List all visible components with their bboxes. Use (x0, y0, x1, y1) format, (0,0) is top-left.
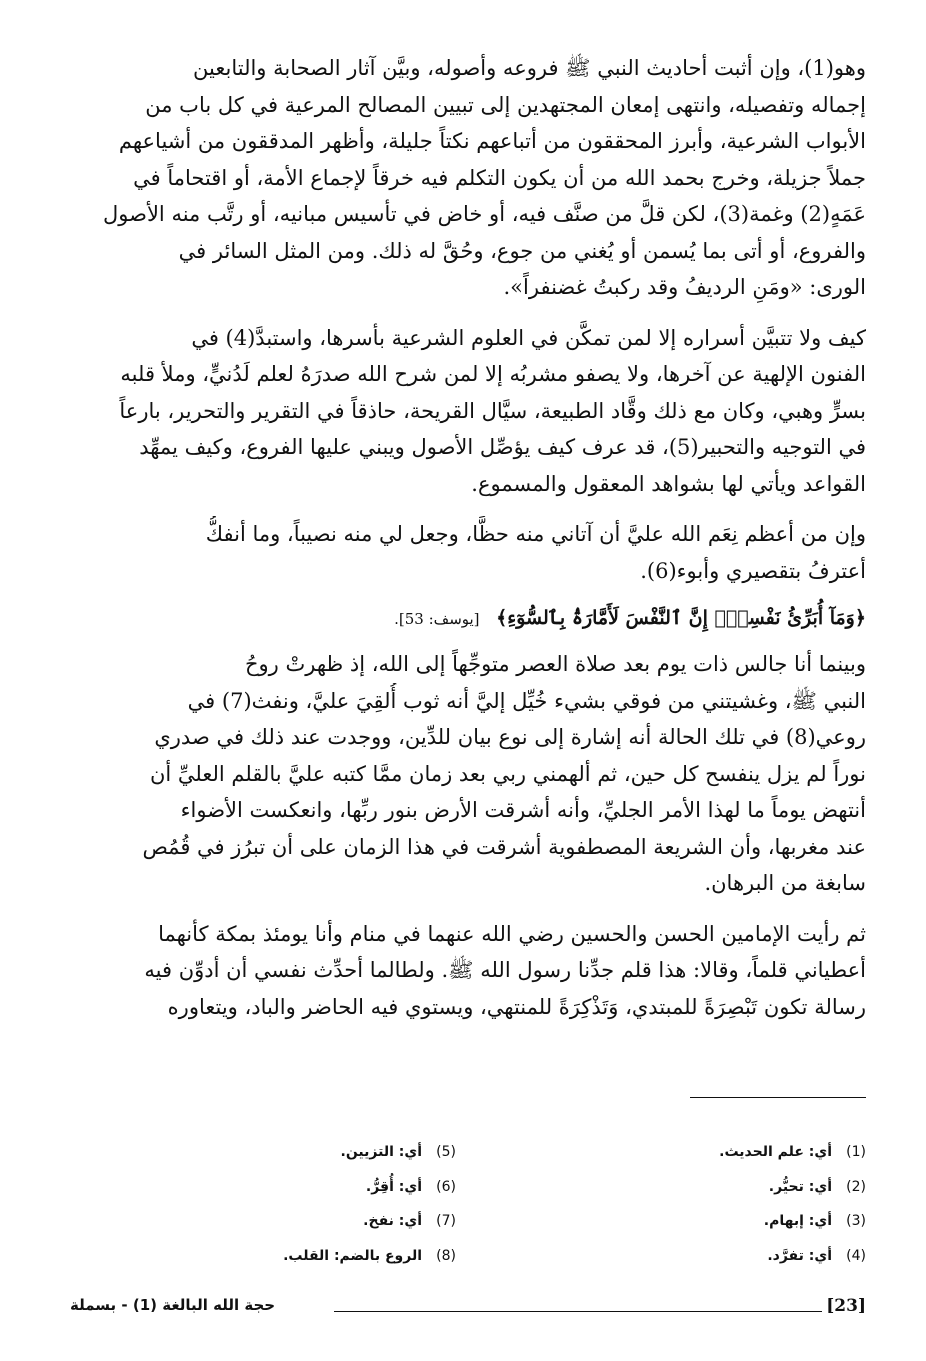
text-line: عند مغربها، وأن الشريعة المصطفوية أشرقت في هذا الزمان على أن تبرُز في قُمُص (142, 834, 866, 859)
text-line: القواعد ويأتي لها بشواهد المعقول والمسموع. (471, 471, 866, 496)
footnote-number: (5) (436, 1144, 456, 1160)
verse-reference: [يوسف: 53]. (394, 610, 480, 628)
text-line: روعي(8) في تلك الحالة أنه إشارة إلى نوع بيان للدِّين، ووجدت عند ذلك في صدري (154, 725, 866, 749)
footnote-text: أي: علم الحديث. (719, 1144, 832, 1160)
footnote-number: (6) (436, 1178, 456, 1195)
footnote-number: (8) (436, 1247, 456, 1264)
footnote-number: (7) (436, 1213, 456, 1229)
footnote-separator (690, 1097, 866, 1098)
text-line: جملاً جزيلة، وخرج بحمد الله من أن يكون التكلم فيه خرقاً لإجماع الأمة، أو اقتحاماً في (133, 165, 866, 190)
footnote-text: أي: تفرَّد. (767, 1247, 832, 1264)
text-line: وبينما أنا جالس ذات يوم بعد صلاة العصر متوجِّهاً إلى الله، إذ ظهرتْ روحُ (244, 652, 866, 676)
paragraph-4 (70, 646, 866, 902)
footnote (506, 1239, 866, 1274)
text-line: ثم رأيت الإمامين الحسن والحسين رضي الله عنهما في منام وأنا يومئذ بمكة كأنهما (158, 921, 866, 946)
footnote-text: أي: تحيُّر. (768, 1178, 832, 1195)
footnote (506, 1170, 866, 1205)
text-line: رسالة تكون تَبْصِرَةً للمبتدي، وَتَذْكِرَةً للمنتهي، ويستوي فيه الحاضر والباد، ويتعاوره (167, 994, 866, 1019)
text-line: الفنون الإلهية عن آخرها، ولا يصفو مشربُه إلا لمن شرح الله صدرَهُ لعلم لَدُنيٍّ، وملأ قلبه (120, 362, 866, 386)
footnote (96, 1239, 456, 1274)
footnote (506, 1135, 866, 1170)
footnote-number: (1) (846, 1144, 866, 1160)
text-line: أعترفُ بتقصيري وأبوء(6). (640, 558, 866, 583)
text-line: كيف ولا تتبيَّن أسراره إلا لمن تمكَّن في العلوم الشرعية بأسرها، واستبدَّ(4) في (191, 325, 866, 350)
footnote-number: (3) (846, 1213, 866, 1229)
footnote-number: (2) (846, 1178, 866, 1195)
page-footer (70, 1296, 866, 1326)
text-line: نوراً لم يزل ينفسح كل حين، ثم ألهمني ربي بعد زمان ممَّا كتبه عليَّ بالقلم العليِّ أن (150, 761, 866, 786)
text-line: الأبواب الشرعية، وأبرز المحققون من أتباعهم نكتاً جليلة، وأظهر المدققون من أشياعهم (118, 129, 866, 153)
paragraph-5 (70, 916, 866, 1026)
footnote (96, 1135, 456, 1170)
footer-rule (334, 1311, 822, 1312)
footnote-text: أي: التزيين. (340, 1144, 422, 1160)
footnote-text: أي: نفخ. (363, 1213, 422, 1229)
footnotes-column-left (96, 1135, 456, 1273)
text-line: سابغة من البرهان. (704, 871, 866, 895)
page-number: [23] (826, 1296, 866, 1316)
text-line: الورى: «ومَنِ الرديفُ وقد ركبتُ غضنفراً». (503, 275, 866, 299)
text-line: أنتهض يوماً ما لهذا الأمر الجليِّ، وأنه أشرقت الأرض بنور ربِّها، وانعكست الأضواء (180, 798, 866, 822)
paragraph-2 (70, 320, 866, 503)
footnote (96, 1170, 456, 1205)
text-line: وهو(1)، وإن أثبت أحاديث النبي ﷺ فروعه وأصوله، وبيَّن آثار الصحابة والتابعين (193, 56, 866, 80)
text-line: والفروع، أو أتى بما يُسمن أو يُغني من جوع، وحُقَّ له ذلك. ومن المثل السائر في (178, 238, 866, 263)
footnote-text: أي: أُقِرُّ. (365, 1178, 422, 1195)
text-line: في التوجيه والتحبير(5)، قد عرف كيف يؤصِّل الأصول ويبني عليها الفروع، وكيف يمهِّد (139, 435, 866, 459)
text-line: أعطياني قلماً، وقالا: هذا قلم جدِّنا رسول الله ﷺ. ولطالما أحدِّث نفسي أن أدوِّن فيه (144, 958, 866, 982)
footnotes-column-right (506, 1135, 866, 1273)
text-line: بسرٍّ وهبي، وكان مع ذلك وقَّاد الطبيعة، سيَّال القريحة، حاذقاً في التقرير والتحرير، بارعاً (119, 398, 866, 423)
main-text (70, 50, 866, 1039)
quran-verse (70, 603, 866, 634)
text-line: إجماله وتفصيله، وانتهى إمعان المجتهدين إلى تبيين المصالح المرعية في كل باب من (145, 92, 866, 117)
paragraph-1 (70, 50, 866, 306)
text-line: النبي ﷺ، وغشيتني من فوقي بشيء خُيِّل إليَّ أنه ثوب أُلقِيَ عليَّ، ونفث(7) في (187, 688, 866, 713)
verse-text: ﴿وَمَآ أُبَرِّئُ نَفْسِيٓۚ إِنَّ ٱلنَّفْسَ لَأَمَّارَةُۢ بِٱلسُّوٓءِ﴾ (496, 607, 866, 629)
book-title: حجة الله البالغة (1) - بسملة (70, 1296, 276, 1314)
text-line: عَمَهٍ(2) وغمة(3)، لكن قلَّ من صنَّف فيه، أو خاض في تأسيس مبانيه، أو رتَّب منه الأصول (103, 202, 866, 226)
footnote-text: أي: إبهام. (763, 1213, 832, 1229)
footnote (506, 1204, 866, 1239)
footnote-text: الروع بالضم: القلب. (283, 1247, 422, 1264)
paragraph-3 (70, 516, 866, 589)
text-line: وإن من أعظم نِعَم الله عليَّ أن آتاني منه حظًّا، وجعل لي منه نصيباً، وما أنفكُّ (205, 522, 866, 546)
footnote-number: (4) (846, 1247, 866, 1264)
footnote (96, 1204, 456, 1239)
